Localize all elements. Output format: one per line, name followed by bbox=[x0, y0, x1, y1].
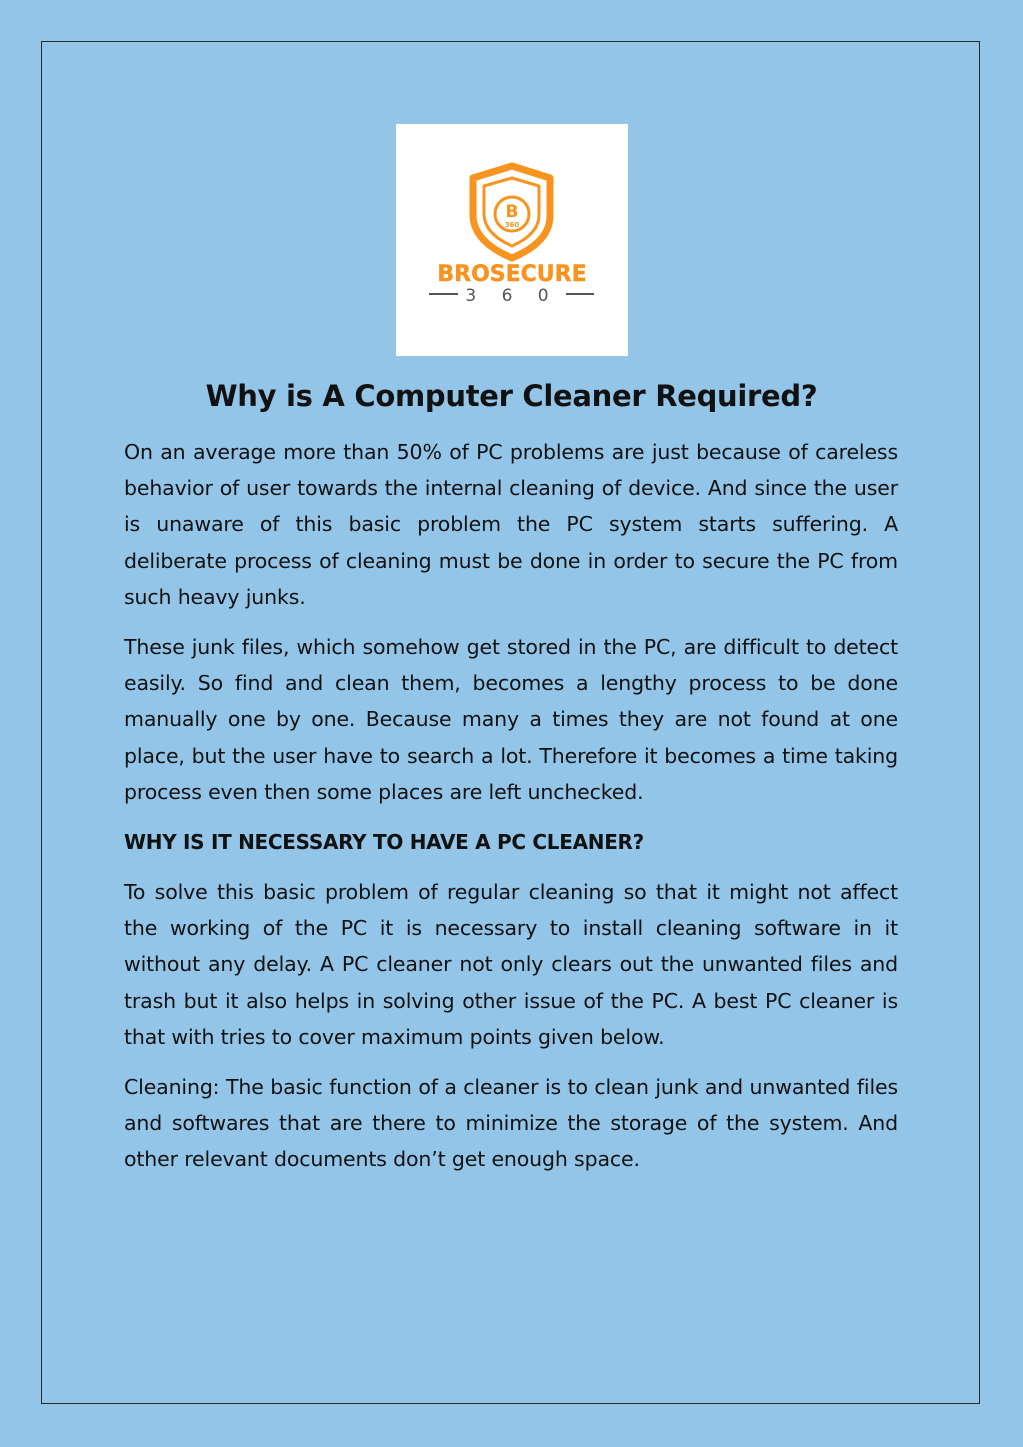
article-body bbox=[124, 434, 898, 1192]
paragraph: These junk files, which somehow get stored in the PC, are difficult to detect easily. So find and clean them, becomes a lengthy process to be done manually one by one. Because many a times they are not found at one place, but the user have to search a lot. Therefore it becomes a time taking process even then some places are left unchecked. bbox=[124, 635, 898, 804]
page-title: Why is A Computer Cleaner Required? bbox=[205, 379, 818, 413]
logo-brand-name: BROSECURE bbox=[437, 262, 587, 287]
paragraph: On an average more than 50% of PC problems are just because of careless behavior of user towards the internal cleaning of device. And since the user is unaware of this basic problem the PC system starts suffering. A deliberate process of cleaning must be done in order to secure the PC from such heavy junks. bbox=[124, 440, 898, 609]
paragraph: To solve this basic problem of regular cleaning so that it might not affect the working of the PC it is necessary to install cleaning software in it without any delay. A PC cleaner not only clears out the unwanted files and trash but it also helps in solving other issue of the PC. A best PC cleaner is that with tries to cover maximum points given below. bbox=[124, 880, 898, 1049]
logo-badge-letter: B bbox=[505, 202, 519, 222]
shield-icon bbox=[396, 124, 628, 356]
brand-logo bbox=[396, 124, 628, 356]
paragraph: Cleaning: The basic function of a cleaner is to clean junk and unwanted files and softwares that are there to minimize the storage of the system. And other relevant documents don’t get enough space. bbox=[124, 1075, 898, 1172]
logo-subtitle: 3 6 0 bbox=[465, 286, 559, 306]
section-heading: WHY IS IT NECESSARY TO HAVE A PC CLEANER? bbox=[124, 830, 644, 855]
logo-badge-number: 360 bbox=[504, 221, 520, 229]
